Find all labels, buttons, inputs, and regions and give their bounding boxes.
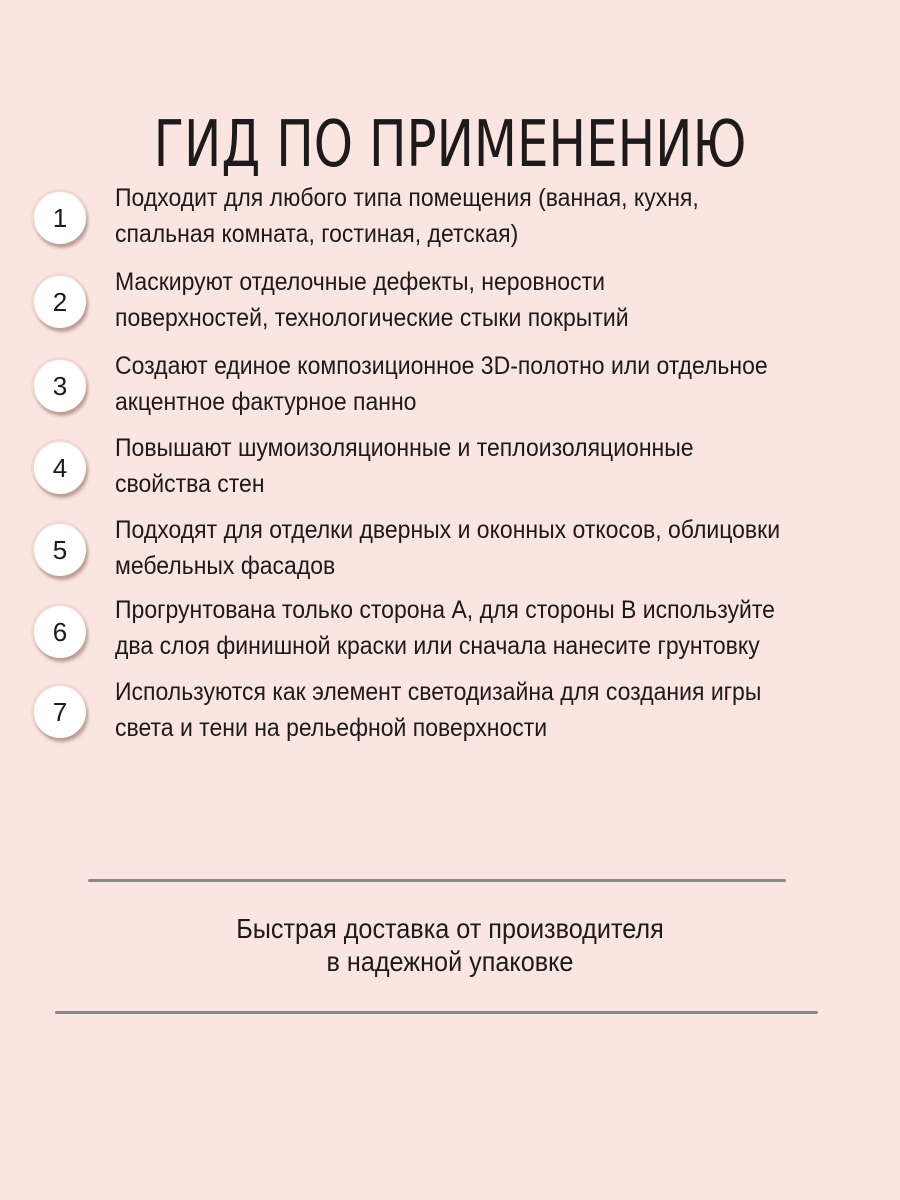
delivery-note [45,912,855,978]
bottom-divider [55,1011,818,1014]
item-text-line: Используются как элемент светодизайна для создания игры [115,678,762,706]
item-text [115,180,814,252]
item-text [115,592,814,664]
item-text-line: Подходят для отделки дверных и оконных откосов, облицовки [115,516,781,544]
item-text [115,348,814,420]
item-text-line: акцентное фактурное панно [115,388,417,416]
item-text-line: два слоя финишной краски или сначала нанесите грунтовку [115,632,760,660]
item-text [115,674,814,746]
item-text-line: мебельных фасадов [115,552,336,580]
number-badge: 7 [34,686,86,738]
list-item [0,428,900,508]
item-text-line: Создают единое композиционное 3D-полотно или отдельное [115,352,768,380]
top-divider [88,879,786,882]
number-badge: 3 [34,360,86,412]
number-badge: 2 [34,276,86,328]
number-badge: 4 [34,442,86,494]
item-text [115,512,814,584]
item-text-line: поверхностей, технологические стыки покрытий [115,304,629,332]
number-badge: 5 [34,524,86,576]
list-item [0,344,900,424]
list-item [0,510,900,590]
item-text-line: Подходит для любого типа помещения (ванная, кухня, [115,184,699,212]
item-text-line: Прогрунтована только сторона А, для стороны В используйте [115,596,775,624]
item-text-line: свойства стен [115,470,265,498]
delivery-note-line-2: в надежной упаковке [326,946,574,977]
item-text-line: Повышают шумоизоляционные и теплоизоляционные [115,434,694,462]
page-title: ГИД ПО ПРИМЕНЕНИЮ [153,107,747,182]
list-item [0,592,900,672]
item-text-line: Маскируют отделочные дефекты, неровности [115,268,605,296]
number-badge: 6 [34,606,86,658]
item-text [115,430,814,502]
number-badge: 1 [34,192,86,244]
delivery-note-line-1: Быстрая доставка от производителя [236,913,664,944]
item-text-line: спальная комната, гостиная, детская) [115,220,519,248]
item-text-line: света и тени на рельефной поверхности [115,714,548,742]
list-item [0,176,900,256]
list-item [0,260,900,340]
item-text [115,264,814,336]
list-item [0,674,900,754]
